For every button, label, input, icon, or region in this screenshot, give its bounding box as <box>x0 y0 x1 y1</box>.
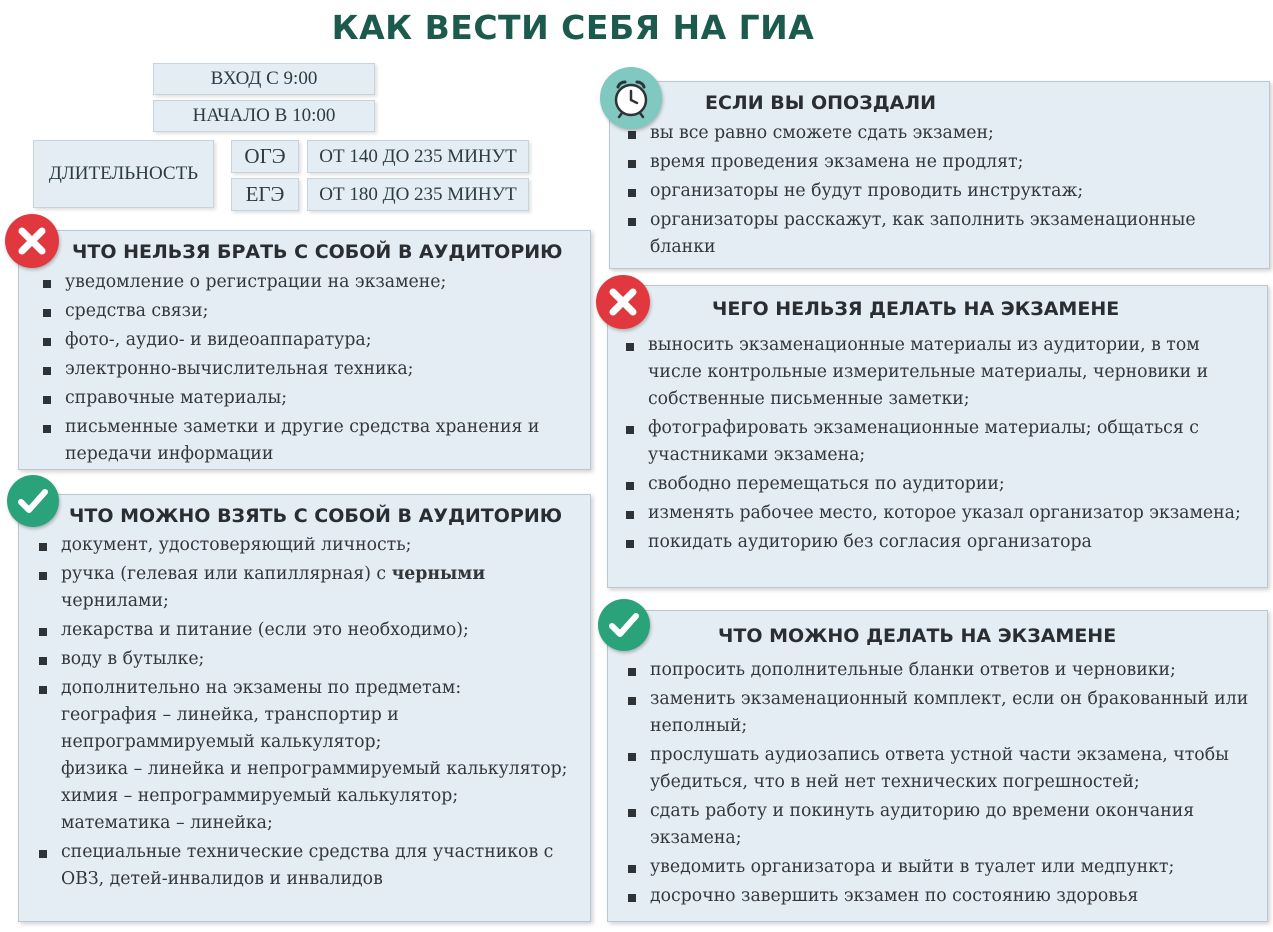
list-item: выносить экзаменационные материалы из аудитории, в том числе контрольные измерительные материалы, черновики и собственные письменные заметки; <box>622 332 1252 413</box>
ege-label: ЕГЭ <box>231 178 299 211</box>
list-item: воду в бутылке; <box>35 646 587 673</box>
list-item: досрочно завершить экзамен по состоянию здоровья <box>624 883 1264 910</box>
list-item <box>35 675 587 837</box>
item-text: ручка (гелевая или капиллярная) с <box>61 564 392 584</box>
duration-label: ДЛИТЕЛЬНОСТЬ <box>33 140 214 208</box>
list-item: изменять рабочее место, которое указал организатор экзамена; <box>622 500 1252 527</box>
can-do-list <box>624 657 1264 912</box>
list-item: фотографировать экзаменационные материалы; общаться с участниками экзамена; <box>622 415 1252 469</box>
list-item: справочные материалы; <box>39 385 587 412</box>
subject-physics: физика – линейка и непрограммируемый калькулятор; <box>61 759 568 779</box>
late-title: ЕСЛИ ВЫ ОПОЗДАЛИ <box>705 92 937 114</box>
list-item: организаторы не будут проводить инструктаж; <box>624 178 1266 205</box>
list-item: документ, удостоверяющий личность; <box>35 532 587 559</box>
can-bring-title: ЧТО МОЖНО ВЗЯТЬ С СОБОЙ В АУДИТОРИЮ <box>69 505 563 527</box>
can-bring-list <box>35 532 587 895</box>
can-do-title: ЧТО МОЖНО ДЕЛАТЬ НА ЭКЗАМЕНЕ <box>718 625 1117 647</box>
oge-duration: ОТ 140 ДО 235 МИНУТ <box>307 140 529 173</box>
entry-time: ВХОД С 9:00 <box>153 63 375 95</box>
cannot-do-panel <box>607 285 1268 588</box>
list-item <box>35 561 587 615</box>
list-item: попросить дополнительные бланки ответов и черновики; <box>624 657 1264 684</box>
list-item: письменные заметки и другие средства хранения и передачи информации <box>39 414 587 468</box>
list-item: средства связи; <box>39 298 587 325</box>
can-do-panel <box>607 610 1268 922</box>
list-item: организаторы расскажут, как заполнить экзаменационные бланки <box>624 207 1266 261</box>
cross-icon <box>5 214 59 268</box>
alarm-clock-icon <box>600 67 662 129</box>
list-item: фото-, аудио- и видеоаппаратура; <box>39 327 587 354</box>
item-bold-text: черными <box>391 564 486 584</box>
can-bring-panel <box>18 494 591 922</box>
list-item: электронно-вычислительная техника; <box>39 356 587 383</box>
list-item: вы все равно сможете сдать экзамен; <box>624 120 1266 147</box>
list-item: покидать аудиторию без согласия организатора <box>622 529 1252 556</box>
check-icon <box>598 599 650 651</box>
list-item: свободно перемещаться по аудитории; <box>622 471 1252 498</box>
start-time: НАЧАЛО В 10:00 <box>153 100 375 132</box>
item-text: чернилами; <box>61 591 169 611</box>
subject-chemistry: химия – непрограммируемый калькулятор; <box>61 786 459 806</box>
late-panel <box>609 81 1270 269</box>
cannot-do-title: ЧЕГО НЕЛЬЗЯ ДЕЛАТЬ НА ЭКЗАМЕНЕ <box>712 298 1120 320</box>
check-icon <box>7 475 59 527</box>
list-item: уведомление о регистрации на экзамене; <box>39 269 587 296</box>
list-item: прослушать аудиозапись ответа устной части экзамена, чтобы убедиться, что в ней нет технических погрешностей; <box>624 742 1264 796</box>
list-item: лекарства и питание (если это необходимо); <box>35 617 587 644</box>
list-item: заменить экзаменационный комплект, если он бракованный или неполный; <box>624 686 1264 740</box>
cannot-bring-title: ЧТО НЕЛЬЗЯ БРАТЬ С СОБОЙ В АУДИТОРИЮ <box>72 241 563 263</box>
list-item: сдать работу и покинуть аудиторию до времени окончания экзамена; <box>624 798 1264 852</box>
list-item: специальные технические средства для участников с ОВЗ, детей-инвалидов и инвалидов <box>35 839 587 893</box>
cannot-do-list <box>622 332 1252 558</box>
subjects-intro: дополнительно на экзамены по предметам: <box>61 678 462 698</box>
late-list <box>624 120 1266 263</box>
ege-duration: ОТ 180 ДО 235 МИНУТ <box>307 178 529 211</box>
cannot-bring-panel <box>18 230 591 470</box>
cannot-bring-list <box>39 269 587 470</box>
list-item: уведомить организатора и выйти в туалет или медпункт; <box>624 854 1264 881</box>
page-title: КАК ВЕСТИ СЕБЯ НА ГИА <box>331 8 815 47</box>
list-item: время проведения экзамена не продлят; <box>624 149 1266 176</box>
subject-geography: география – линейка, транспортир и непрограммируемый калькулятор; <box>61 705 399 752</box>
subject-math: математика – линейка; <box>61 813 273 833</box>
cross-icon <box>596 275 650 329</box>
oge-label: ОГЭ <box>231 140 299 173</box>
